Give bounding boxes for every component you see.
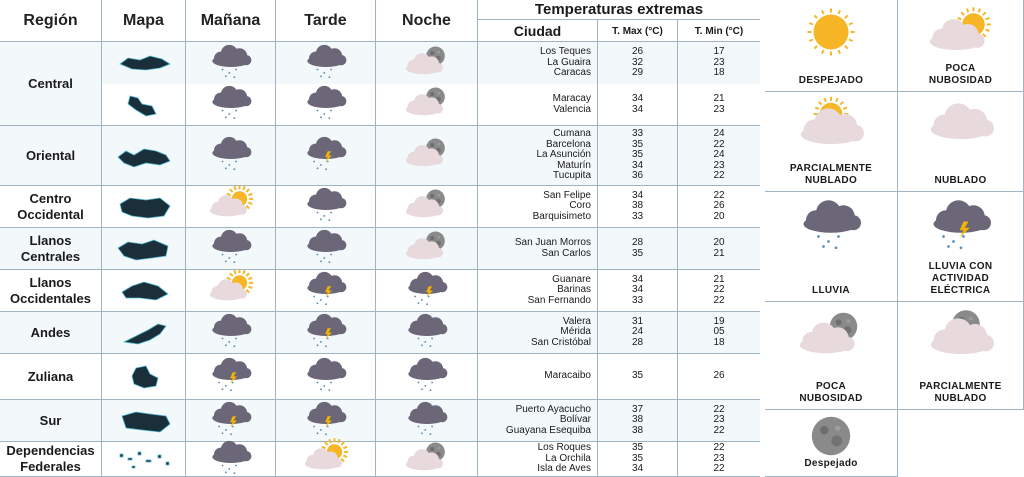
city-name: Caracas — [553, 67, 591, 79]
morning-forecast — [186, 270, 276, 311]
tmin-list — [678, 275, 760, 307]
legend-item — [898, 0, 1024, 92]
morning-forecast — [186, 42, 276, 84]
city-name: Barcelona — [545, 138, 591, 150]
tmax-list — [598, 94, 677, 115]
cities-list — [478, 275, 597, 307]
rain-icon — [286, 82, 366, 127]
city-name: La Guaira — [547, 56, 591, 68]
city-name: Coro — [569, 200, 591, 212]
tmax-value: 34 — [631, 273, 644, 285]
rain-icon — [191, 133, 271, 178]
sun-icon — [776, 4, 886, 60]
storm-icon — [286, 133, 366, 178]
region-row — [0, 228, 760, 270]
night-forecast — [376, 186, 478, 227]
region-row — [0, 442, 760, 477]
tmax-value: 24 — [631, 326, 644, 338]
tmax-list — [598, 405, 677, 437]
rain-icon — [191, 41, 271, 86]
night-forecast — [376, 126, 478, 185]
tmin-value: 23 — [713, 56, 725, 68]
region-row — [0, 84, 760, 126]
tmax-cell — [598, 228, 678, 269]
tmin-value: 22 — [713, 424, 725, 436]
rain-icon — [776, 196, 886, 252]
city-name: Valencia — [553, 103, 591, 115]
rain-icon — [191, 82, 271, 127]
temperatures-title: Temperaturas extremas — [478, 0, 760, 20]
cities-cell — [478, 228, 598, 269]
night-forecast — [376, 228, 478, 269]
rain-icon — [286, 354, 366, 399]
night-forecast — [376, 442, 478, 476]
tmax-cell — [598, 312, 678, 353]
tmin-list — [678, 371, 760, 382]
legend-item — [898, 302, 1024, 410]
night-forecast — [376, 400, 478, 441]
tmin-value: 21 — [713, 93, 725, 104]
city-name: Barinas — [557, 284, 591, 296]
city-name: Barquisimeto — [532, 210, 591, 222]
tmax-value: 35 — [631, 452, 644, 464]
region-name-cell — [0, 270, 102, 311]
cities-list — [478, 191, 597, 223]
region-name: Oriental — [25, 147, 76, 163]
tmax-cell — [598, 186, 678, 227]
region-name-cell — [0, 400, 102, 441]
map-header — [102, 0, 186, 41]
city-name: San Juan Morros — [514, 237, 591, 248]
tmin-value: 21 — [713, 247, 725, 259]
tmin-list — [678, 47, 760, 79]
tmin-cell — [678, 442, 760, 476]
tmax-value: 38 — [631, 414, 644, 426]
tmin-value: 22 — [713, 442, 725, 454]
rain-icon — [191, 437, 271, 477]
header-row — [0, 0, 760, 42]
tmax-value: 34 — [631, 284, 644, 296]
city-name: Cumana — [553, 128, 591, 140]
tmax-cell — [598, 42, 678, 84]
region-name: Llanos Occidentales — [10, 274, 91, 306]
cities-cell — [478, 126, 598, 185]
legend-label: Despejado — [804, 458, 858, 469]
moon-cloud-icon — [776, 306, 886, 362]
afternoon-forecast — [276, 270, 376, 311]
region-name-cell — [0, 442, 102, 476]
moon-cloud-icon — [387, 437, 467, 477]
tmax-value: 36 — [631, 170, 644, 182]
tmin-value: 22 — [713, 138, 725, 150]
region-row — [0, 186, 760, 228]
tmin-value: 17 — [713, 46, 725, 58]
moon-icon — [776, 414, 886, 458]
legend-label: NUBLADO — [934, 175, 987, 186]
storm-icon — [387, 268, 467, 313]
map-header-label: Mapa — [123, 11, 164, 29]
moon-cloud-icon — [387, 226, 467, 271]
tmax-cell — [598, 126, 678, 185]
morning-forecast — [186, 354, 276, 399]
legend-item — [765, 410, 898, 477]
tmax-header: T. Max (°C) — [598, 20, 678, 42]
tmax-value: 35 — [631, 442, 644, 454]
legend-label: DESPEJADO — [798, 75, 864, 86]
city-header: Ciudad — [478, 20, 598, 42]
afternoon-forecast — [276, 228, 376, 269]
legend-item — [765, 0, 898, 92]
rain-icon — [191, 310, 271, 355]
region-row — [0, 354, 760, 400]
morning-forecast — [186, 442, 276, 476]
tmin-value: 22 — [713, 284, 725, 296]
sun-cloud-icon — [906, 4, 1016, 60]
city-name: La Asunción — [536, 149, 591, 161]
cities-cell — [478, 42, 598, 84]
region-map — [102, 126, 186, 185]
tmin-value: 20 — [713, 237, 725, 248]
region-header-label: Región — [23, 11, 78, 29]
tmin-cell — [678, 270, 760, 311]
legend-label: POCA NUBOSIDAD — [928, 63, 993, 86]
tmin-value: 21 — [713, 273, 725, 285]
morning-forecast — [186, 400, 276, 441]
region-map — [102, 84, 186, 125]
tmax-list — [598, 47, 677, 79]
cities-cell — [478, 354, 598, 399]
cities-cell — [478, 186, 598, 227]
storm-icon — [286, 310, 366, 355]
morning-header — [186, 0, 276, 41]
tmin-value: 24 — [713, 128, 725, 140]
afternoon-forecast — [276, 42, 376, 84]
tmin-cell — [678, 126, 760, 185]
afternoon-header-label: Tarde — [304, 11, 347, 29]
city-name: San Cristóbal — [530, 336, 591, 348]
cloud-icon — [906, 96, 1016, 152]
legend-label: LLUVIA CON ACTIVIDAD ELÉCTRICA — [928, 261, 993, 296]
tmax-value: 38 — [631, 200, 644, 212]
city-name: La Orchila — [545, 452, 591, 464]
tmax-value: 34 — [631, 189, 644, 201]
tmax-cell — [598, 442, 678, 476]
moon-cloud-large-icon — [906, 306, 1016, 362]
storm-icon — [191, 354, 271, 399]
tmin-value: 18 — [713, 67, 725, 79]
cities-cell — [478, 400, 598, 441]
region-name-cell — [0, 228, 102, 269]
tmin-cell — [678, 400, 760, 441]
tmin-list — [678, 191, 760, 223]
tmin-list — [678, 317, 760, 349]
region-name: Llanos Centrales — [20, 232, 81, 264]
region-row — [0, 126, 760, 186]
tmax-value: 33 — [631, 210, 644, 222]
moon-cloud-icon — [387, 133, 467, 178]
sun-cloud-icon — [191, 268, 271, 313]
tmax-list — [598, 443, 677, 475]
tmax-value: 33 — [631, 294, 644, 306]
legend-label: PARCIALMENTE NUBLADO — [789, 163, 873, 186]
tmax-cell — [598, 400, 678, 441]
tmin-list — [678, 405, 760, 437]
afternoon-forecast — [276, 84, 376, 125]
rain-icon — [286, 41, 366, 86]
region-name-cell — [0, 186, 102, 227]
moon-cloud-icon — [387, 184, 467, 229]
rain-icon — [387, 354, 467, 399]
tmax-value: 33 — [631, 128, 644, 140]
tmin-value: 23 — [713, 414, 725, 426]
region-map — [102, 400, 186, 441]
tmax-value: 34 — [631, 159, 644, 171]
sun-cloud-icon — [286, 437, 366, 477]
tmax-value: 38 — [631, 424, 644, 436]
night-forecast — [376, 84, 478, 125]
region-name-cell — [0, 354, 102, 399]
city-name: San Felipe — [543, 189, 591, 201]
tmax-value: 35 — [631, 138, 644, 150]
tmax-cell — [598, 354, 678, 399]
tmin-cell — [678, 354, 760, 399]
cities-list — [478, 94, 597, 115]
afternoon-forecast — [276, 442, 376, 476]
legend-label: POCA NUBOSIDAD — [799, 381, 863, 404]
tmin-value: 22 — [713, 170, 725, 182]
tmin-cell — [678, 312, 760, 353]
cities-cell — [478, 442, 598, 476]
moon-cloud-icon — [387, 41, 467, 86]
city-name: San Fernando — [527, 294, 591, 306]
legend-item — [765, 302, 898, 410]
tmax-value: 26 — [631, 46, 644, 58]
city-name: Los Roques — [537, 442, 591, 454]
region-row — [0, 270, 760, 312]
region-name: Centro Occidental — [17, 190, 84, 222]
tmax-cell — [598, 270, 678, 311]
region-name-cell — [0, 42, 102, 126]
afternoon-forecast — [276, 354, 376, 399]
region-map — [102, 42, 186, 84]
cities-list — [478, 238, 597, 259]
region-name: Sur — [39, 412, 62, 428]
city-name: Tucupita — [553, 170, 591, 182]
tmax-list — [598, 317, 677, 349]
region-row — [0, 400, 760, 442]
afternoon-forecast — [276, 186, 376, 227]
tmin-value: 19 — [713, 315, 725, 327]
tmin-cell — [678, 228, 760, 269]
tmax-value: 31 — [631, 315, 644, 327]
tmin-value: 26 — [713, 200, 725, 212]
night-header — [376, 0, 478, 41]
cities-list — [478, 47, 597, 79]
tmin-value: 22 — [713, 403, 725, 415]
tmax-list — [598, 275, 677, 307]
tmin-value: 23 — [713, 452, 725, 464]
region-row — [0, 312, 760, 354]
night-forecast — [376, 270, 478, 311]
region-name-cell — [0, 312, 102, 353]
tmin-value: 23 — [713, 159, 725, 171]
tmin-value: 23 — [713, 103, 725, 115]
moon-cloud-icon — [387, 82, 467, 127]
afternoon-forecast — [276, 312, 376, 353]
region-map — [102, 186, 186, 227]
morning-forecast — [186, 126, 276, 185]
tmax-list — [598, 371, 677, 382]
morning-forecast — [186, 84, 276, 125]
region-name: Andes — [30, 324, 71, 340]
city-name: Guanare — [552, 273, 591, 285]
rain-icon — [286, 184, 366, 229]
rain-icon — [191, 226, 271, 271]
tmax-value: 29 — [631, 67, 644, 79]
city-name: Valera — [562, 315, 591, 327]
cities-cell — [478, 312, 598, 353]
tmax-value: 32 — [631, 56, 644, 68]
tmax-list — [598, 191, 677, 223]
sun-cloud-large-icon — [776, 96, 886, 152]
tmax-value: 35 — [631, 149, 644, 161]
night-header-label: Noche — [402, 11, 451, 29]
cities-list — [478, 443, 597, 475]
tmax-value: 28 — [631, 336, 644, 348]
region-map — [102, 228, 186, 269]
tmin-list — [678, 129, 760, 182]
tmax-list — [598, 238, 677, 259]
cities-list — [478, 317, 597, 349]
legend-item — [898, 192, 1024, 302]
afternoon-forecast — [276, 400, 376, 441]
tmin-list — [678, 238, 760, 259]
morning-forecast — [186, 186, 276, 227]
legend-label: PARCIALMENTE NUBLADO — [919, 381, 1002, 404]
cities-list — [478, 405, 597, 437]
tmax-value: 37 — [631, 403, 644, 415]
rain-icon — [387, 310, 467, 355]
storm-icon — [286, 268, 366, 313]
city-name: San Carlos — [541, 247, 591, 259]
region-map — [102, 312, 186, 353]
tmin-value: 18 — [713, 336, 725, 348]
tmin-value: 22 — [713, 463, 725, 475]
tmin-value: 22 — [713, 294, 725, 306]
legend-item — [898, 92, 1024, 192]
afternoon-header — [276, 0, 376, 41]
tmax-list — [598, 129, 677, 182]
region-header — [0, 0, 102, 41]
tmin-header: T. Min (°C) — [694, 25, 744, 37]
tmax-value: 34 — [631, 93, 644, 104]
tmin-cell — [678, 186, 760, 227]
region-row — [0, 42, 760, 91]
tmin-value: 05 — [713, 326, 725, 338]
region-map — [102, 442, 186, 476]
night-forecast — [376, 354, 478, 399]
tmax-value: 35 — [631, 247, 644, 259]
city-name: Puerto Ayacucho — [515, 403, 591, 415]
city-name: Maracaibo — [544, 370, 591, 382]
legend-label: LLUVIA — [812, 285, 850, 296]
cities-cell — [478, 270, 598, 311]
tmin-cell — [678, 84, 760, 125]
city-name: Mérida — [560, 326, 591, 338]
tmin-value: 24 — [713, 149, 725, 161]
cities-cell — [478, 84, 598, 125]
region-name: Central — [28, 75, 73, 91]
legend-panel — [765, 0, 1024, 477]
cities-list — [478, 371, 597, 382]
afternoon-forecast — [276, 126, 376, 185]
tmin-list — [678, 94, 760, 115]
tmin-value: 26 — [713, 370, 725, 382]
sun-cloud-icon — [191, 184, 271, 229]
region-name: Dependencias Federales — [6, 443, 95, 474]
night-forecast — [376, 42, 478, 84]
city-name: Bolívar — [559, 414, 591, 426]
morning-header-label: Mañana — [200, 11, 261, 29]
legend-item — [765, 92, 898, 192]
morning-forecast — [186, 228, 276, 269]
tmin-value: 20 — [713, 210, 725, 222]
storm-icon — [906, 196, 1016, 252]
night-forecast — [376, 312, 478, 353]
region-name-cell — [0, 126, 102, 185]
city-name: Guayana Esequiba — [505, 424, 591, 436]
legend-item — [765, 192, 898, 302]
rain-icon — [286, 226, 366, 271]
city-name: Maracay — [552, 93, 591, 104]
tmax-value: 34 — [631, 103, 644, 115]
city-name: Los Teques — [540, 46, 591, 58]
tmax-value: 28 — [631, 237, 644, 248]
region-map — [102, 354, 186, 399]
region-map — [102, 270, 186, 311]
tmin-list — [678, 443, 760, 475]
region-name: Zuliana — [27, 368, 74, 384]
morning-forecast — [186, 312, 276, 353]
city-name: Isla de Aves — [537, 463, 591, 475]
tmin-value: 22 — [713, 189, 725, 201]
city-name: Maturín — [557, 159, 591, 171]
tmax-value: 34 — [631, 463, 644, 475]
cities-list — [478, 129, 597, 182]
tmax-cell — [598, 84, 678, 125]
tmax-value: 35 — [631, 370, 644, 382]
tmin-cell — [678, 42, 760, 84]
